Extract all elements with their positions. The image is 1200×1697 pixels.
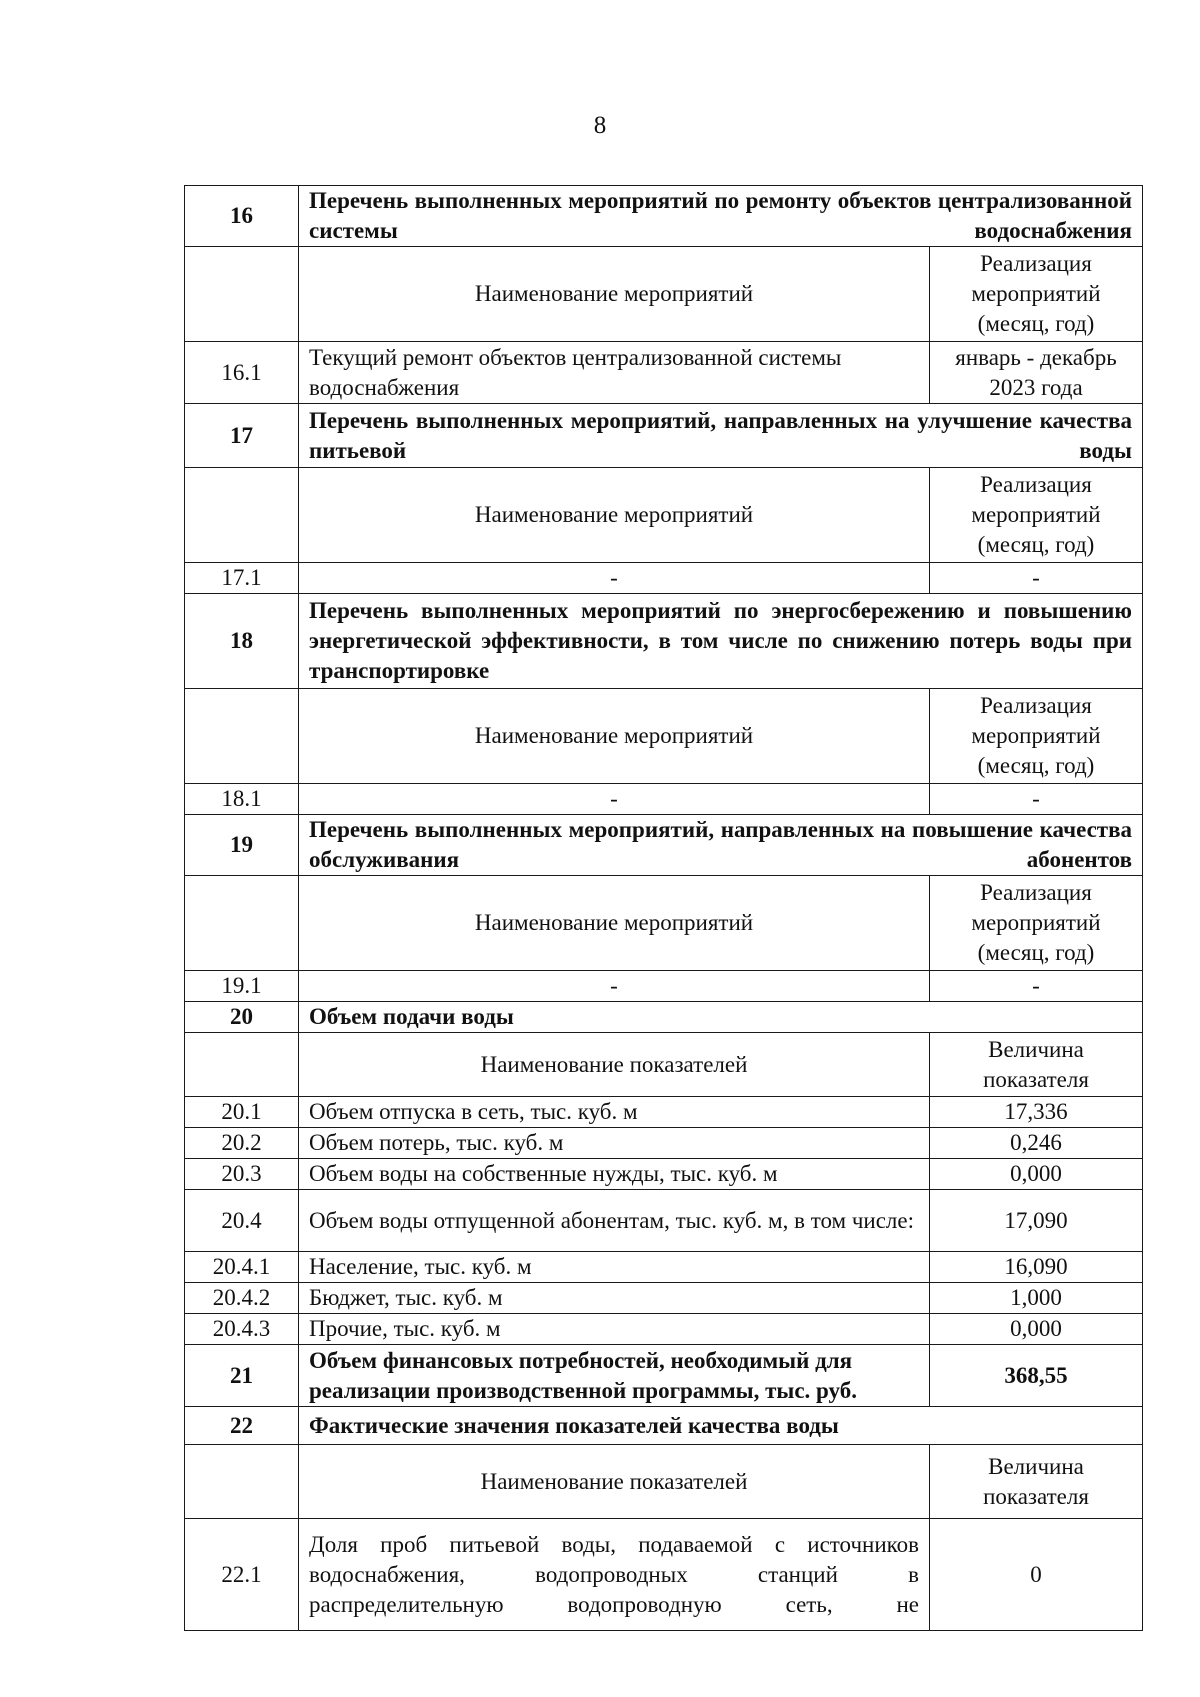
table-row [185, 1128, 1143, 1159]
table-row [185, 1314, 1143, 1345]
section-21-row [185, 1345, 1143, 1407]
row-number: 16.1 [185, 342, 299, 404]
row-name: Объем отпуска в сеть, тыс. куб. м [299, 1097, 930, 1128]
row-name: Прочие, тыс. куб. м [299, 1314, 930, 1345]
section-title: Перечень выполненных мероприятий по ремонту объектов централизованной системы водоснабжения [299, 186, 1143, 247]
section-value: 368,55 [930, 1345, 1143, 1407]
empty-cell [185, 689, 299, 784]
table-row [185, 1519, 1143, 1631]
row-name: Текущий ремонт объектов централизованной системы водоснабжения [299, 342, 930, 404]
row-value: 0,246 [930, 1128, 1143, 1159]
row-name: Объем воды на собственные нужды, тыс. куб. м [299, 1159, 930, 1190]
table-row [185, 1097, 1143, 1128]
row-value: 1,000 [930, 1283, 1143, 1314]
column-header-name: Наименование мероприятий [299, 468, 930, 563]
column-header-name: Наименование мероприятий [299, 247, 930, 342]
row-name: Бюджет, тыс. куб. м [299, 1283, 930, 1314]
row-number: 20.3 [185, 1159, 299, 1190]
row-number: 17.1 [185, 563, 299, 594]
row-name: Доля проб питьевой воды, подаваемой с источников водоснабжения, водопроводных станций в распределительную водопроводную сеть, не [299, 1519, 930, 1631]
row-name: - [299, 971, 930, 1002]
section-title: Объем подачи воды [299, 1002, 1143, 1033]
section-22-header-row [185, 1407, 1143, 1445]
row-value: январь - декабрь 2023 года [930, 342, 1143, 404]
row-number: 20.4.3 [185, 1314, 299, 1345]
table-row [185, 1190, 1143, 1252]
empty-cell [185, 876, 299, 971]
row-number: 20.4 [185, 1190, 299, 1252]
column-header-name: Наименование мероприятий [299, 689, 930, 784]
section-19-header-row [185, 815, 1143, 876]
column-header-name: Наименование мероприятий [299, 876, 930, 971]
row-value: 17,336 [930, 1097, 1143, 1128]
row-value: 0,000 [930, 1314, 1143, 1345]
column-header-row [185, 876, 1143, 971]
production-program-table [184, 185, 1143, 1631]
table-row [185, 784, 1143, 815]
table-row [185, 1283, 1143, 1314]
row-number: 19.1 [185, 971, 299, 1002]
empty-cell [185, 247, 299, 342]
row-number: 20.2 [185, 1128, 299, 1159]
table-row [185, 971, 1143, 1002]
empty-cell [185, 1445, 299, 1519]
section-title: Объем финансовых потребностей, необходимый для реализации производственной программы, тыс. руб. [299, 1345, 930, 1407]
column-header-row [185, 1033, 1143, 1097]
row-value: 16,090 [930, 1252, 1143, 1283]
empty-cell [185, 468, 299, 563]
table-row [185, 1159, 1143, 1190]
section-number: 18 [185, 594, 299, 689]
section-title: Перечень выполненных мероприятий, направленных на улучшение качества питьевой воды [299, 404, 1143, 468]
column-header-name: Наименование показателей [299, 1445, 930, 1519]
column-header-row [185, 1445, 1143, 1519]
row-number: 22.1 [185, 1519, 299, 1631]
row-value: 17,090 [930, 1190, 1143, 1252]
section-number: 16 [185, 186, 299, 247]
row-value: - [930, 971, 1143, 1002]
row-value: 0 [930, 1519, 1143, 1631]
table-row [185, 1252, 1143, 1283]
row-value: - [930, 784, 1143, 815]
section-number: 21 [185, 1345, 299, 1407]
empty-cell [185, 1033, 299, 1097]
section-16-header-row [185, 186, 1143, 247]
section-18-header-row [185, 594, 1143, 689]
row-name: - [299, 784, 930, 815]
row-name: Объем потерь, тыс. куб. м [299, 1128, 930, 1159]
section-number: 22 [185, 1407, 299, 1445]
column-header-value: Величина показателя [930, 1033, 1143, 1097]
column-header-value: Реализация мероприятий (месяц, год) [930, 876, 1143, 971]
column-header-value: Реализация мероприятий (месяц, год) [930, 247, 1143, 342]
column-header-name: Наименование показателей [299, 1033, 930, 1097]
column-header-row [185, 247, 1143, 342]
section-number: 19 [185, 815, 299, 876]
column-header-row [185, 468, 1143, 563]
page-number: 8 [593, 112, 607, 139]
row-number: 20.4.1 [185, 1252, 299, 1283]
section-17-header-row [185, 404, 1143, 468]
column-header-value: Реализация мероприятий (месяц, год) [930, 689, 1143, 784]
section-title: Перечень выполненных мероприятий, направленных на повышение качества обслуживания абонентов [299, 815, 1143, 876]
row-number: 20.1 [185, 1097, 299, 1128]
table-row [185, 563, 1143, 594]
section-title: Перечень выполненных мероприятий по энергосбережению и повышению энергетической эффективности, в том числе по снижению потерь воды при транспортировке [299, 594, 1143, 689]
section-20-header-row [185, 1002, 1143, 1033]
row-name: Население, тыс. куб. м [299, 1252, 930, 1283]
table-row [185, 342, 1143, 404]
row-name: - [299, 563, 930, 594]
row-value: 0,000 [930, 1159, 1143, 1190]
row-number: 18.1 [185, 784, 299, 815]
section-number: 17 [185, 404, 299, 468]
section-title: Фактические значения показателей качества воды [299, 1407, 1143, 1445]
row-number: 20.4.2 [185, 1283, 299, 1314]
column-header-value: Величина показателя [930, 1445, 1143, 1519]
row-value: - [930, 563, 1143, 594]
column-header-row [185, 689, 1143, 784]
section-number: 20 [185, 1002, 299, 1033]
row-name: Объем воды отпущенной абонентам, тыс. куб. м, в том числе: [299, 1190, 930, 1252]
column-header-value: Реализация мероприятий (месяц, год) [930, 468, 1143, 563]
